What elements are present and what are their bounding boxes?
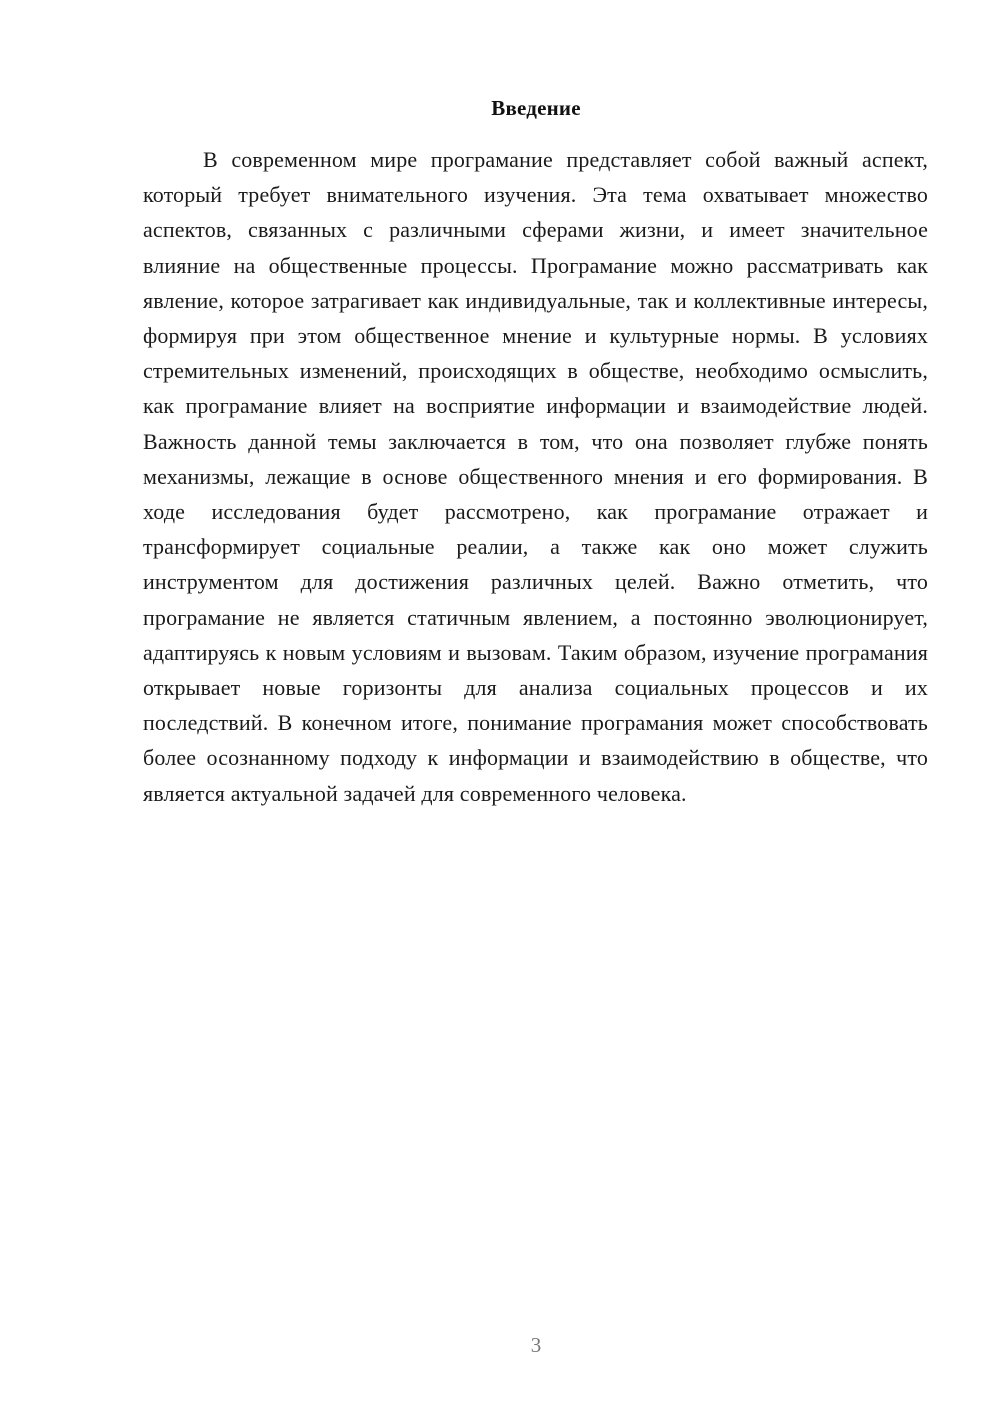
introduction-paragraph: В современном мире програмание представляет собой важный аспект, который требует внимательного изучения. Эта тема охватывает множество аспектов, связанных с различными сферами жизни, и имеет значительное влияние на общественные процессы. Програмание можно рассматривать как явление, которое затрагивает как индивидуальные, так и коллективные интересы, формируя при этом общественное мнение и культурные нормы. В условиях стремительных изменений, происходящих в обществе, необходимо осмыслить, как програмание влияет на восприятие информации и взаимодействие людей. Важность данной темы заключается в том, что она позволяет глубже понять механизмы, лежащие в основе общественного мнения и его формирования. В ходе исследования будет рассмотрено, как програмание отражает и трансформирует социальные реалии, а также как оно может служить инструментом для достижения различных целей. Важно отметить, что програмание не является статичным явлением, а постоянно эволюционирует, адаптируясь к новым условиям и вызовам. Таким образом, изучение програмания открывает новые горизонты для анализа социальных процессов и их последствий. В конечном итоге, понимание програмания может способствовать более осознанному подходу к информации и взаимодействию в обществе, что является актуальной задачей для современного человека. bbox=[143, 147, 928, 806]
page-number: 3 bbox=[530, 1333, 542, 1357]
section-heading: Введение bbox=[491, 96, 581, 120]
